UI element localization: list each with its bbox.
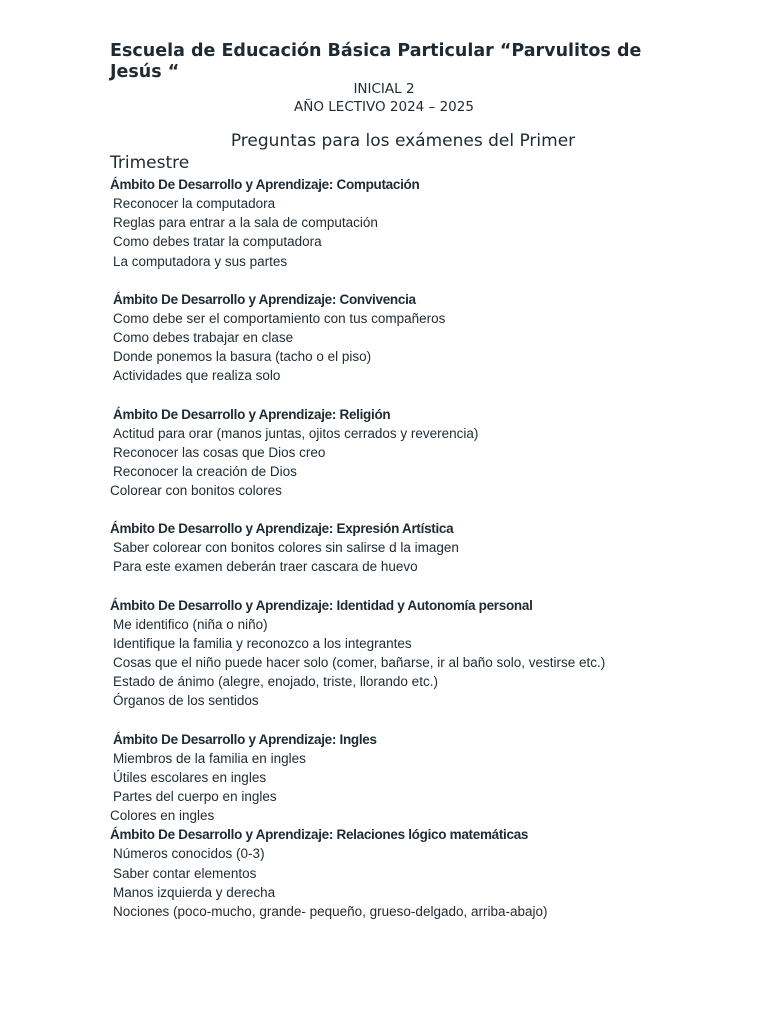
list-item: Nociones (poco-mucho, grande- pequeño, grueso-delgado, arriba-abajo) xyxy=(113,903,548,919)
list-item: Útiles escolares en ingles xyxy=(113,769,267,785)
topic-list xyxy=(110,538,730,576)
list-item: Estado de ánimo (alegre, enojado, triste, llorando etc.) xyxy=(113,674,438,690)
topic-list xyxy=(110,844,730,921)
list-item: Me identifico (niña o niño) xyxy=(113,616,268,632)
section-heading: Ámbito De Desarrollo y Aprendizaje: Expresión Artística xyxy=(110,521,454,537)
section-heading: Ámbito De Desarrollo y Aprendizaje: Relaciones lógico matemáticas xyxy=(110,827,529,843)
section-expresion-artistica xyxy=(110,519,730,576)
topic-list xyxy=(110,194,730,271)
exam-topics xyxy=(110,175,730,921)
list-item: Como debe ser el comportamiento con tus compañeros xyxy=(113,310,446,326)
list-item: Colorear con bonitos colores xyxy=(110,483,282,499)
exam-title-line-1: Preguntas para los exámenes del Primer xyxy=(230,131,576,151)
list-item: Identifique la familia y reconozco a los integrantes xyxy=(113,635,412,651)
list-item: Saber contar elementos xyxy=(113,865,257,881)
list-item: La computadora y sus partes xyxy=(113,253,288,269)
section-heading: Ámbito De Desarrollo y Aprendizaje: Identidad y Autonomía personal xyxy=(110,597,533,613)
list-item: Saber colorear con bonitos colores sin salirse d la imagen xyxy=(113,540,459,556)
list-item: Partes del cuerpo en ingles xyxy=(113,788,277,804)
list-item: Reconocer la creación de Dios xyxy=(113,463,297,479)
list-item: Como debes tratar la computadora xyxy=(113,234,322,250)
list-item: Miembros de la familia en ingles xyxy=(113,750,306,766)
section-religion xyxy=(110,405,730,501)
list-item: Cosas que el niño puede hacer solo (comer, bañarse, ir al baño solo, vestirse etc.) xyxy=(113,655,606,670)
section-computacion xyxy=(110,175,730,271)
section-heading: Ámbito De Desarrollo y Aprendizaje: Religión xyxy=(113,406,391,422)
section-heading: Ámbito De Desarrollo y Aprendizaje: Ingles xyxy=(113,731,377,747)
topic-list xyxy=(110,749,730,826)
section-relaciones-logico-matematicas xyxy=(110,825,730,921)
school-name: Escuela de Educación Básica Particular “Parvulitos de Jesús “ xyxy=(110,41,642,82)
section-heading: Ámbito De Desarrollo y Aprendizaje: Computación xyxy=(110,177,420,192)
class-level: INICIAL 2 xyxy=(353,81,415,97)
list-item: Donde ponemos la basura (tacho o el piso) xyxy=(113,349,372,365)
list-item: Para este examen deberán traer cascara de huevo xyxy=(113,559,418,575)
exam-title-line-2: Trimestre xyxy=(110,153,190,173)
topic-list xyxy=(110,309,730,386)
list-item: Actividades que realiza solo xyxy=(113,368,281,384)
section-convivencia xyxy=(110,290,730,386)
section-ingles xyxy=(110,730,730,826)
list-item: Manos izquierda y derecha xyxy=(113,884,276,900)
section-identidad-autonomia xyxy=(110,596,730,711)
section-heading: Ámbito De Desarrollo y Aprendizaje: Convivencia xyxy=(113,291,416,307)
list-item: Reconocer las cosas que Dios creo xyxy=(113,444,326,460)
topic-list xyxy=(110,424,730,501)
list-item: Reconocer la computadora xyxy=(113,196,276,211)
exam-title xyxy=(110,130,650,174)
list-item: Órganos de los sentidos xyxy=(113,693,259,709)
school-year: AÑO LECTIVO 2024 – 2025 xyxy=(294,99,474,115)
list-item: Colores en ingles xyxy=(110,808,215,824)
list-item: Números conocidos (0-3) xyxy=(113,846,265,862)
list-item: Actitud para orar (manos juntas, ojitos cerrados y reverencia) xyxy=(113,425,479,441)
list-item: Como debes trabajar en clase xyxy=(113,329,294,345)
list-item: Reglas para entrar a la sala de computación xyxy=(113,215,378,231)
topic-list xyxy=(110,615,730,711)
